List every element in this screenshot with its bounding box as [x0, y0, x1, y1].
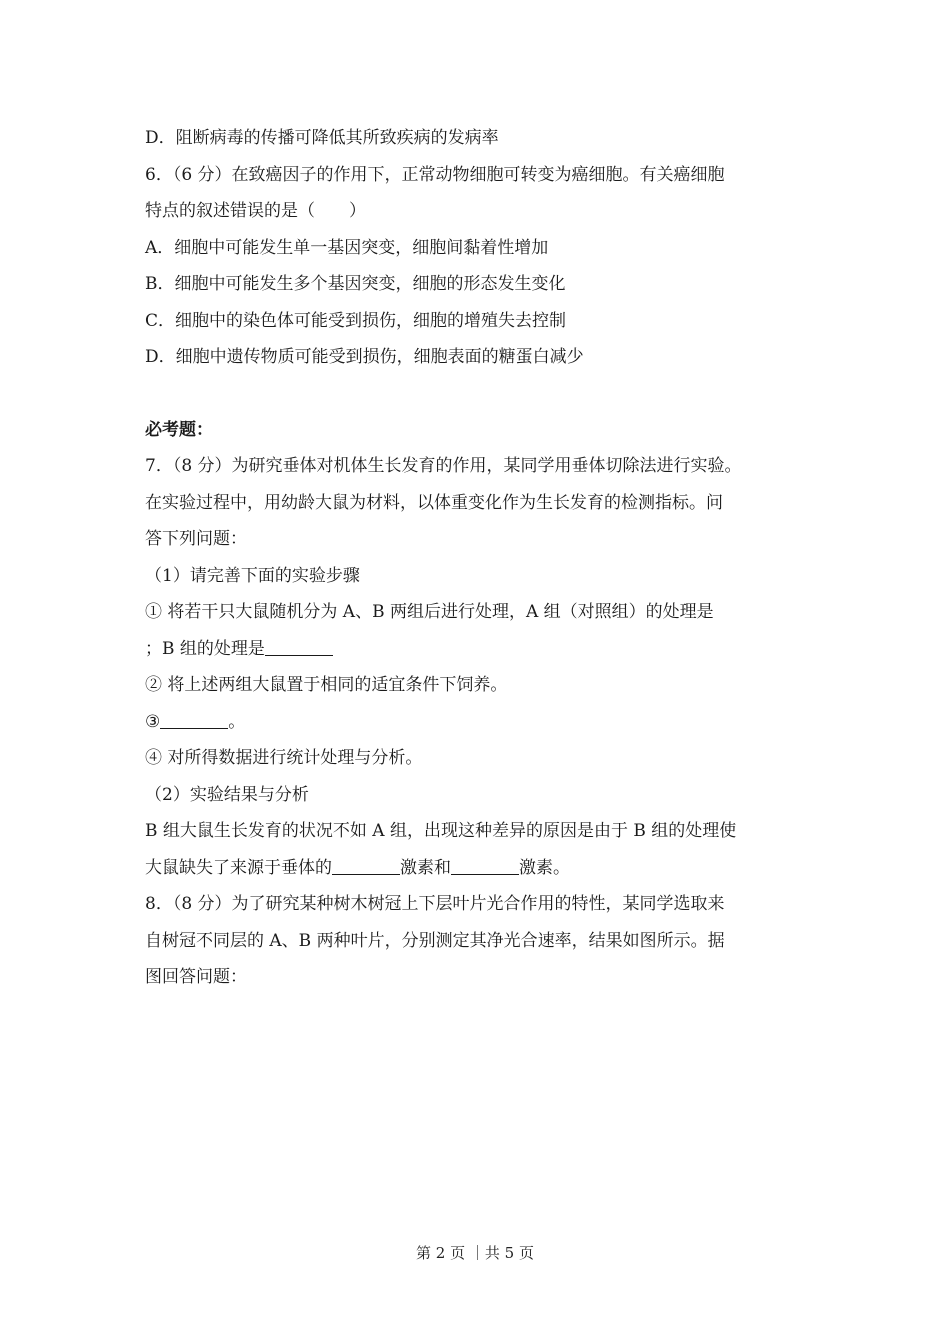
q7-step1-line1: ① 将若干只大鼠随机分为 A、B 两组后进行处理，A 组（对照组）的处理是: [145, 602, 714, 622]
section-title: 必考题：: [145, 419, 213, 440]
answer-blank: [332, 856, 400, 875]
q7-part1-title: （1）请完善下面的实验步骤: [145, 565, 360, 586]
q7-part2-title: （2）实验结果与分析: [145, 784, 309, 805]
q7-step2: ② 将上述两组大鼠置于相同的适宜条件下饲养。: [145, 675, 508, 695]
answer-blank: [160, 710, 228, 729]
q7-result-line1: B 组大鼠生长发育的状况不如 A 组，出现这种差异的原因是由于 B 组的处理使: [145, 821, 737, 841]
q7-step3: [145, 704, 825, 741]
q6-stem-line1: 6．（6 分）在致癌因子的作用下，正常动物细胞可转变为癌细胞。有关癌细胞: [145, 164, 725, 185]
q7-step3-prefix: ③: [145, 711, 161, 732]
q7-stem-line1: 7．（8 分）为研究垂体对机体生长发育的作用，某同学用垂体切除法进行实验。: [145, 456, 742, 476]
section-gap: [145, 376, 825, 412]
answer-blank: [265, 637, 333, 656]
q5-option-d: D．阻断病毒的传播可降低其所致疾病的发病率: [145, 128, 499, 148]
q7-result-line2-c: 激素。: [519, 857, 570, 878]
q6-option-c: C．细胞中的染色体可能受到损伤，细胞的增殖失去控制: [145, 310, 567, 331]
q7-step4: ④ 对所得数据进行统计处理与分析。: [145, 748, 423, 768]
q7-step3-suffix: 。: [228, 711, 246, 732]
q7-step1-line2: [145, 631, 825, 668]
page-content: [145, 120, 825, 996]
q7-result-line2: [145, 850, 825, 887]
q8-stem-line2: 自树冠不同层的 A、B 两种叶片，分别测定其净光合速率，结果如图所示。据: [145, 930, 725, 951]
answer-blank: [451, 856, 519, 875]
q8-stem-line3: 图回答问题：: [145, 967, 247, 987]
page-footer: 第 2 页 ｜共 5 页: [416, 1244, 534, 1262]
q8-stem-line1: 8．（8 分）为了研究某种树木树冠上下层叶片光合作用的特性，某同学选取来: [145, 894, 725, 914]
q6-stem-line2: 特点的叙述错误的是（ ）: [145, 201, 366, 221]
q6-option-d: D．细胞中遗传物质可能受到损伤，细胞表面的糖蛋白减少: [145, 347, 584, 367]
q7-step1-line2-text: ；B 组的处理是: [145, 638, 265, 659]
q6-option-a: A．细胞中可能发生单一基因突变，细胞间黏着性增加: [145, 237, 549, 258]
q6-option-b: B．细胞中可能发生多个基因突变，细胞的形态发生变化: [145, 274, 566, 294]
q7-result-line2-a: 大鼠缺失了来源于垂体的: [145, 857, 332, 878]
q7-stem-line3: 答下列问题：: [145, 529, 247, 549]
q7-result-line2-b: 激素和: [400, 857, 451, 878]
q7-stem-line2: 在实验过程中，用幼龄大鼠为材料，以体重变化作为生长发育的检测指标。问: [145, 492, 723, 513]
